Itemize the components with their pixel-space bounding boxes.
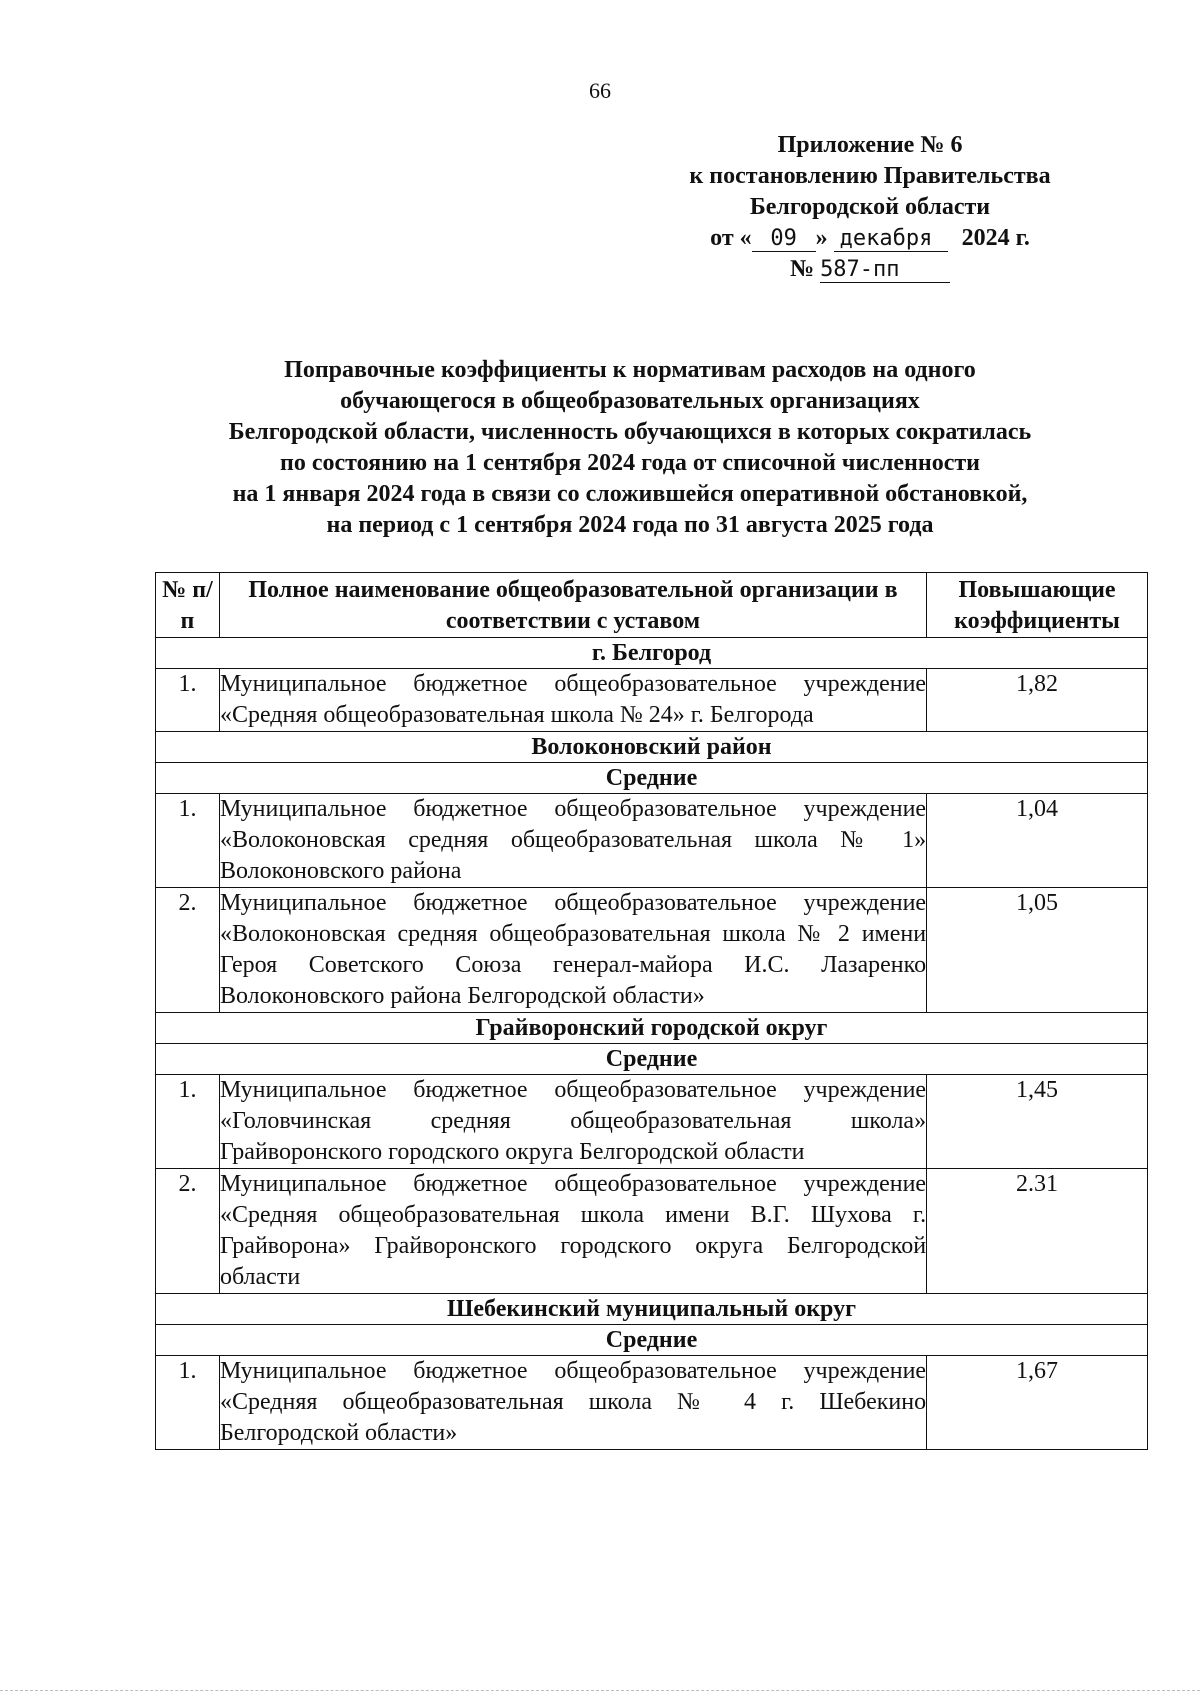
number-value: 587-пп [820, 258, 950, 283]
organization-name: Муниципальное бюджетное общеобразовательное учреждение «Средняя общеобразовательная школа имени В.Г. Шухова г. Грайворона» Грайворонского городского округа Белгородской области [219, 1169, 926, 1294]
title-line: Белгородской области, численность обучающихся в которых сократилась [228, 419, 1032, 445]
organization-name: Муниципальное бюджетное общеобразовательное учреждение «Средняя общеобразовательная школа № 4 г. Шебекино Белгородской области» [219, 1356, 926, 1450]
appendix-region: Белгородской области [749, 194, 991, 220]
coefficient-value: 1,05 [927, 888, 1148, 1013]
subsection-title: Средние [156, 1044, 1148, 1075]
subsection-row [156, 1044, 1148, 1075]
row-number: 1. [156, 1356, 220, 1450]
header-name: Полное наименование общеобразовательной организации в соответствии с уставом [219, 573, 926, 638]
organization-name: Муниципальное бюджетное общеобразовательное учреждение «Волоконовская средняя общеобразовательная школа № 1» Волоконовского района [219, 794, 926, 888]
subsection-title: Средние [156, 1325, 1148, 1356]
date-prefix: от « [710, 225, 752, 251]
section-row [156, 1013, 1148, 1044]
table-row [156, 794, 1148, 888]
row-number: 2. [156, 888, 220, 1013]
date-mid: » [815, 225, 828, 251]
subsection-row [156, 1325, 1148, 1356]
header-num: № п/п [156, 573, 220, 638]
table-row [156, 1356, 1148, 1450]
appendix-title: Приложение № 6 [777, 132, 963, 158]
title-line: по состоянию на 1 сентября 2024 года от списочной численности [280, 450, 980, 476]
date-month: декабря [834, 227, 948, 252]
section-title: Волоконовский район [156, 732, 1148, 763]
appendix-resolution: к постановлению Правительства [689, 163, 1051, 189]
table-row [156, 669, 1148, 732]
subsection-row [156, 763, 1148, 794]
coefficients-table [155, 572, 1148, 1450]
row-number: 1. [156, 669, 220, 732]
table-row [156, 888, 1148, 1013]
document-title [140, 355, 1120, 541]
section-title: Шебекинский муниципальный округ [156, 1294, 1148, 1325]
organization-name: Муниципальное бюджетное общеобразовательное учреждение «Волоконовская средняя общеобразовательная школа № 2 имени Героя Советского Союза генерал-майора И.С. Лазаренко Волоконовского района Белгородской области» [219, 888, 926, 1013]
row-number: 2. [156, 1169, 220, 1294]
coefficient-value: 1,67 [927, 1356, 1148, 1450]
appendix-block [640, 130, 1100, 285]
coefficient-value: 1,82 [927, 669, 1148, 732]
date-day: 09 [752, 227, 816, 252]
number-prefix: № [789, 256, 815, 282]
row-number: 1. [156, 1075, 220, 1169]
section-title: Грайворонский городской округ [156, 1013, 1148, 1044]
coefficient-value: 2.31 [927, 1169, 1148, 1294]
appendix-date [640, 223, 1100, 254]
title-line: на период с 1 сентября 2024 года по 31 августа 2025 года [326, 512, 934, 538]
table-row [156, 1169, 1148, 1294]
title-line: на 1 января 2024 года в связи со сложившейся оперативной обстановкой, [232, 481, 1028, 507]
page-number: 66 [589, 78, 611, 103]
table-header-row [156, 573, 1148, 638]
organization-name: Муниципальное бюджетное общеобразовательное учреждение «Головчинская средняя общеобразовательная школа» Грайворонского городского округа Белгородской области [219, 1075, 926, 1169]
section-title: г. Белгород [156, 638, 1148, 669]
subsection-title: Средние [156, 763, 1148, 794]
date-year: 2024 г. [961, 225, 1030, 251]
organization-name: Муниципальное бюджетное общеобразовательное учреждение «Средняя общеобразовательная школа № 24» г. Белгорода [219, 669, 926, 732]
section-row [156, 732, 1148, 763]
table-row [156, 1075, 1148, 1169]
page-bottom-edge [0, 1690, 1200, 1691]
row-number: 1. [156, 794, 220, 888]
section-row [156, 638, 1148, 669]
appendix-number [640, 254, 1100, 285]
header-coef: Повышающие коэффициенты [927, 573, 1148, 638]
section-row [156, 1294, 1148, 1325]
title-line: Поправочные коэффициенты к нормативам расходов на одного [284, 357, 976, 383]
title-line: обучающегося в общеобразовательных организациях [340, 388, 920, 414]
coefficient-value: 1,04 [927, 794, 1148, 888]
coefficient-value: 1,45 [927, 1075, 1148, 1169]
